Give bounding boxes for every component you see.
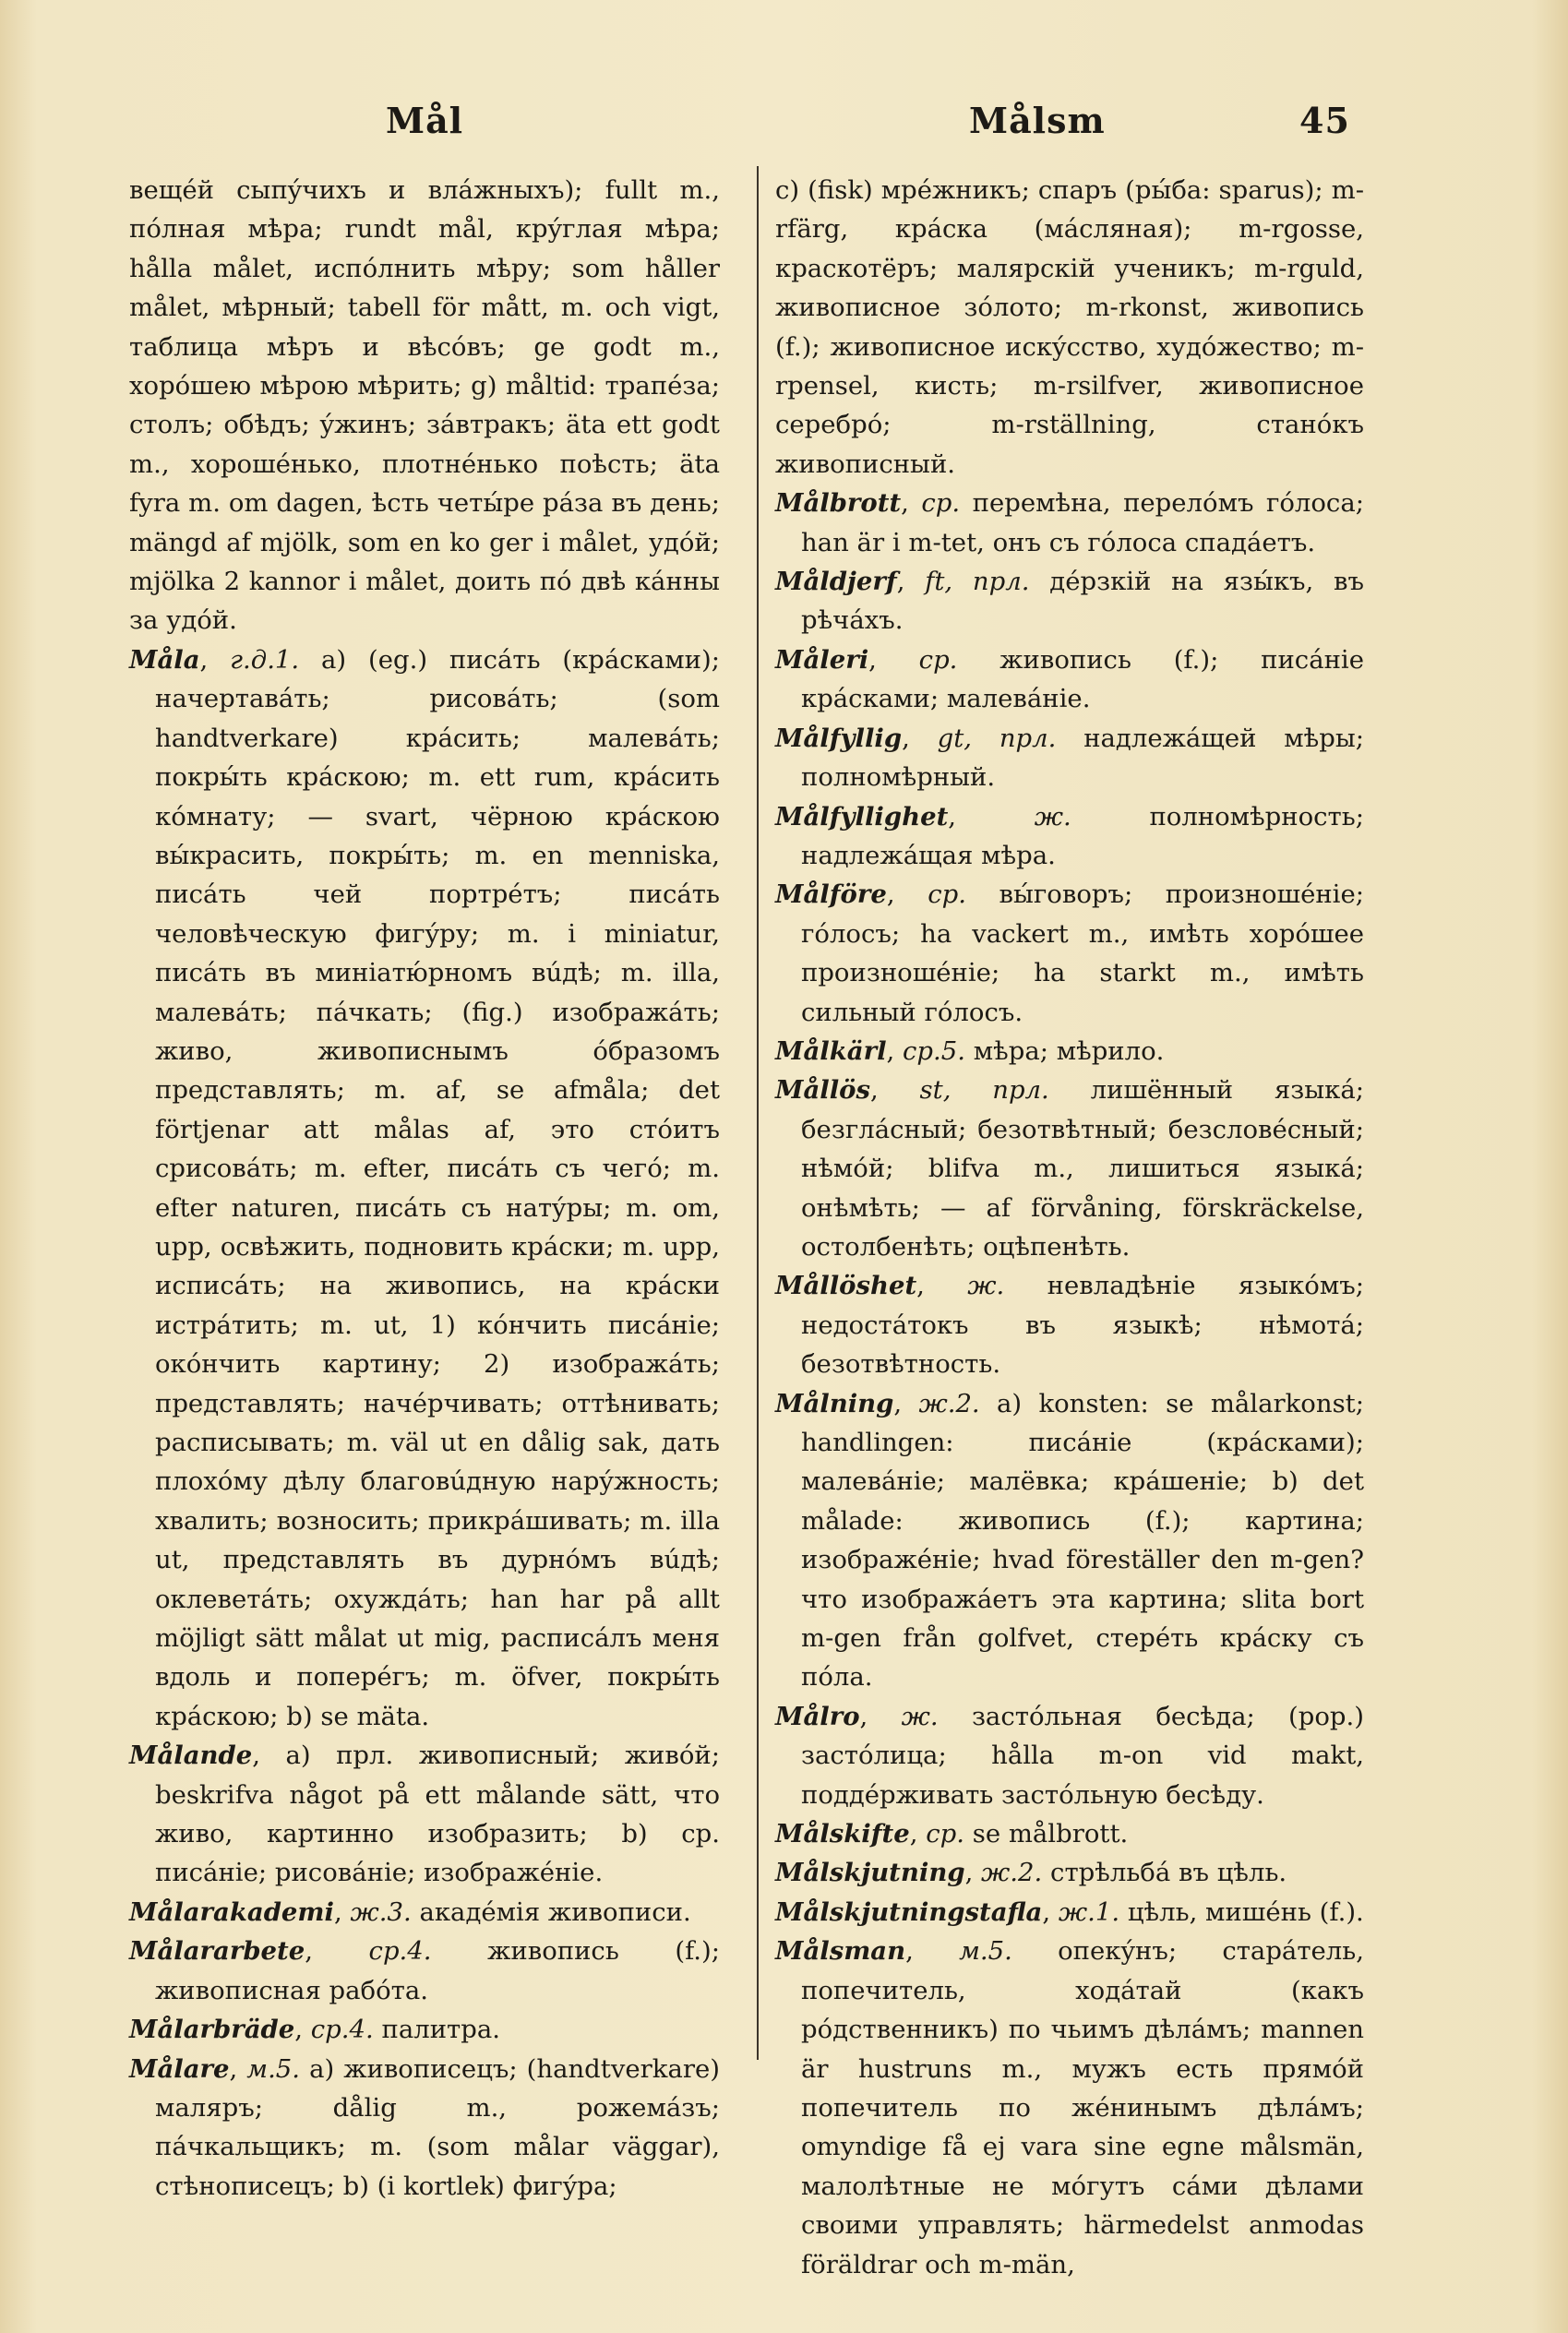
grammar-label: ср.4. xyxy=(368,1936,432,1967)
definition-text: se målbrott. xyxy=(972,1819,1129,1849)
headword: Målande xyxy=(129,1741,253,1771)
dictionary-entry: Målskjutningstafla, ж.1. цѣль, мишéнь (f.). xyxy=(775,1896,1364,1927)
definition-text: акадéмія живописи. xyxy=(419,1896,691,1927)
dictionary-entry: Måleri, ср. живопись (f.); писáніе крáсками; малевáніе. xyxy=(775,644,1364,714)
dictionary-entry: Målskifte, ср. se målbrott. xyxy=(775,1819,1129,1849)
dictionary-entry: Målskjutning, ж.2. стрѣльбá въ цѣль. xyxy=(775,1858,1287,1888)
headword: Målskjutningstafla xyxy=(775,1896,1043,1927)
definition-text: цѣль, мишéнь (f.). xyxy=(1127,1896,1364,1927)
headword: Måldjerf xyxy=(775,567,897,597)
definition-text: застóльная бесѣда; (рор.) застóлица; hålla m-on vid makt, поддéрживать застóльную бесѣду. xyxy=(801,1701,1365,1810)
dictionary-entry: Målsman, м.5. опекýнъ; старáтель, попечитель, ходáтай (какъ рóдственникъ) по чьимъ дѣлáмъ; mannen är hustruns m., мужъ есть прямóй попечитель по жéнинымъ дѣлáмъ; omyndige få ej vara sine egne målsmän, малолѣтные не мóгутъ сáми дѣлами своими управлять; härmedelst anmodas föräldrar och m-män, xyxy=(775,1936,1364,2279)
grammar-label: ср.5. xyxy=(903,1035,965,1066)
page-number: 45 xyxy=(1299,100,1350,141)
grammar-label: ж.2. xyxy=(918,1388,980,1418)
definition-text: полномѣрность; надлежáщая мѣра. xyxy=(801,801,1364,870)
dictionary-entry: Målfyllig, gt, прл. надлежáщей мѣры; полномѣрный. xyxy=(775,723,1364,793)
grammar-label: м.5. xyxy=(246,2053,301,2084)
left-column xyxy=(129,171,720,2206)
dictionary-entry: Målande, а) прл. живописный; живóй; beskrifva något på ett målande sätt, что живо, картинно изобразить; b) ср. писáніе; рисовáніе; изображéніе. xyxy=(129,1741,720,1888)
definition-text: надлежáщей мѣры; полномѣрный. xyxy=(801,723,1364,793)
entry-text: вещéй сыпýчихъ и влáжныхъ); fullt m., пóлная мѣра; rundt mål, крýглая мѣра; hålla målet, испóлнить мѣру; som håller målet, мѣрный; tabell för mått, m. och vigt, таблица мѣръ и вѣсóвъ; ge godt m., хорóшею мѣрою мѣрить; g) måltid: трапéза; столъ; обѣдъ; ýжинъ; зáвтракъ; äta ett godt m., хорошéнько, плотнéнько поѣсть; äta fyra m. om dagen, ѣсть четы́ре рáза въ день; mängd af mjölk, som en ko ger i målet, удóй; mjölka 2 kannor i målet, доить пó двѣ кáнны за удóй. xyxy=(129,175,720,636)
headword: Måla xyxy=(129,644,200,675)
definition-text: мѣра; мѣрило. xyxy=(973,1035,1165,1066)
headword: Målskifte xyxy=(775,1819,910,1849)
dictionary-entry: Måla, г.д.1. а) (eg.) писáть (крáсками); начертавáть; рисовáть; (som handtverkare) крáсить; малевáть; покры́ть крáскою; m. ett rum, крáсить кóмнату; — svart, чёрною крáскою вы́красить, покры́ть; m. en menniska, писáть чей портрéтъ; писáть человѣческую фигýру; m. i miniatur, писáть въ миніатю́рномъ вúдѣ; m. illa, малевáть; пáчкать; (fig.) изображáть; живо, живописнымъ óбразомъ представлять; m. af, se afmåla; det förtjenar att målas af, это стóитъ срисовáть; m. efter, писáть съ чегó; m. efter naturen, писáть съ натýры; m. om, upp, освѣжить, подновить крáски; m. upp, исписáть; на живопись, на крáски истрáтить; m. ut, 1) кóнчить писáніе; окóнчить картину; 2) изображáть; представлять; начéрчивать; оттѣнивать; расписывать; m. väl ut en dålig sak, дать плохóму дѣлу благовúдную нарýжность; хвалить; возносить; прикрáшивать; m. illa ut, представлять въ дурнóмъ вúдѣ; оклеветáть; охуждáть; han har på allt möjligt sätt målat ut mig, расписáлъ меня вдоль и поперéгъ; m. öfver, покры́ть крáскою; b) se mäta. xyxy=(129,644,721,1731)
headword: Målro xyxy=(775,1701,860,1731)
headword: Målsman xyxy=(775,1936,906,1967)
headword: Målskjutning xyxy=(775,1858,965,1888)
headword: Målararbete xyxy=(129,1936,305,1967)
headword: Mållös xyxy=(775,1075,870,1106)
definition-text: палитра. xyxy=(381,2015,500,2045)
headword: Målarakademi xyxy=(129,1896,334,1927)
headword: Målfyllighet xyxy=(775,801,949,832)
dictionary-entry: Målfyllighet, ж. полномѣрность; надлежáщая мѣра. xyxy=(775,801,1364,870)
dictionary-entry: Målro, ж. застóльная бесѣда; (рор.) застóлица; hålla m-on vid makt, поддéрживать застóльную бесѣду. xyxy=(775,1701,1365,1810)
headword: Målbrott xyxy=(775,488,902,519)
headword: Måleri xyxy=(775,644,869,675)
definition-text: а) (eg.) писáть (крáсками); начертавáть; рисовáть; (som handtverkare) крáсить; малевáть; покры́ть крáскою; m. ett rum, крáсить кóмнату; — svart, чёрною крáскою вы́красить, покры́ть; m. en menniska, писáть чей портрéтъ; писáть человѣческую фигýру; m. i miniatur, писáть въ миніатю́рномъ вúдѣ; m. illa, малевáть; пáчкать; (fig.) изображáть; живо, живописнымъ óбразомъ представлять; m. af, se afmåla; det förtjenar att målas af, это стóитъ срисовáть; m. efter, писáть съ чегó; m. efter naturen, писáть съ натýры; m. om, upp, освѣжить, подновить крáски; m. upp, исписáть; на живопись, на крáски истрáтить; m. ut, 1) кóнчить писáніе; окóнчить картину; 2) изображáть; представлять; начéрчивать; оттѣнивать; расписывать; m. väl ut en dålig sak, дать плохóму дѣлу благовúдную нарýжность; хвалить; возносить; прикрáшивать; m. illa ut, представлять въ дурнóмъ вúдѣ; оклеветáть; охуждáть; han har på allt möjligt sätt målat ut mig, расписáлъ меня вдоль и поперéгъ; m. öfver, покры́ть крáскою; b) se mäta. xyxy=(155,644,721,1731)
definition-text: стрѣльбá въ цѣль. xyxy=(1050,1858,1287,1888)
entry-text: c) (fisk) мрéжникъ; спаръ (ры́ба: sparus); m-rfärg, крáска (мáсляная); m-rgosse, краскотёръ; малярскій ученикъ; m-rguld, живописное зóлото; m-rkonst, живопись (f.); живописное искýсство, худóжество; m-rpensel, кисть; m-rsilfver, живописное серебрó; m-rställning, станóкъ живописный. xyxy=(775,175,1364,479)
grammar-label: ср.4. xyxy=(310,2015,374,2045)
grammar-label: ср. xyxy=(928,879,966,910)
grammar-label: ft, прл. xyxy=(925,567,1030,597)
column-divider xyxy=(757,166,759,2060)
definition-text: перемѣна, перелóмъ гóлоса; han är i m-tet, онъ съ гóлоса спадáетъ. xyxy=(801,488,1364,557)
definition-text: а) прл. живописный; живóй; beskrifva något på ett målande sätt, что живо, картинно изобразить; b) ср. писáніе; рисовáніе; изображéніе. xyxy=(155,1741,720,1888)
dictionary-entry: Målarakademi, ж.3. акадéмія живописи. xyxy=(129,1896,691,1927)
dictionary-entry: Målkärl, ср.5. мѣра; мѣрило. xyxy=(775,1035,1165,1066)
definition-text: лишённый языкá; безглáсный; безотвѣтный; безсловéсный; нѣмóй; blifva m., лишиться языкá; онѣмѣть; — af förvåning, förskräckelse, остолбенѣть; оцѣпенѣть. xyxy=(801,1075,1365,1262)
headword: Målkärl xyxy=(775,1035,887,1066)
headword: Målfyllig xyxy=(775,723,903,753)
grammar-label: г.д.1. xyxy=(230,644,300,675)
grammar-label: st, прл. xyxy=(919,1075,1049,1106)
definition-text: а) живописецъ; (handtverkare) маляръ; dålig m., рожемáзъ; пáчкальщикъ; m. (som målar väggar), стѣнописецъ; b) (i kortlek) фигýра; xyxy=(155,2053,721,2201)
grammar-label: ж.1. xyxy=(1058,1896,1120,1927)
definition-text: а) konsten: se målarkonst; handlingen: писáніе (крáсками); малевáніе; малёвка; крáшеніе; b) det målade: живопись (f.); картина; изображéніе; hvad föreställer den m-gen? что изображáетъ эта картина; slita bort m-gen från golfvet, стерéть крáску съ пóла. xyxy=(801,1388,1364,1693)
headword: Målföre xyxy=(775,879,887,910)
headword: Målare xyxy=(129,2053,230,2084)
dictionary-entry: Målarbräde, ср.4. палитра. xyxy=(129,2015,500,2045)
grammar-label: ж.2. xyxy=(981,1858,1043,1888)
definition-text: дéрзкій на язы́къ, въ рѣчáхъ. xyxy=(801,567,1365,636)
definition-text: живопись (f.); писáніе крáсками; малевáніе. xyxy=(801,644,1364,714)
right-column xyxy=(775,171,1364,2284)
grammar-label: м.5. xyxy=(959,1936,1012,1967)
headword: Målarbräde xyxy=(129,2015,295,2045)
definition-text: вы́говоръ; произношéніе; гóлосъ; ha vackert m., имѣть хорóшее произношéніе; ha starkt m., имѣть сильный гóлосъ. xyxy=(801,879,1365,1027)
running-head-right: Målsm xyxy=(969,100,1106,141)
dictionary-entry: Målararbete, ср.4. живопись (f.); живописная рабóта. xyxy=(129,1936,720,2005)
dictionary-entry: Mållös, st, прл. лишённый языкá; безглáсный; безотвѣтный; безсловéсный; нѣмóй; blifva m., лишиться языкá; онѣмѣть; — af förvåning, förskräckelse, остолбенѣть; оцѣпенѣть. xyxy=(775,1075,1365,1262)
entry-continuation xyxy=(775,171,1364,484)
dictionary-entry: Målare, м.5. а) живописецъ; (handtverkare) маляръ; dålig m., рожемáзъ; пáчкальщикъ; m. (som målar väggar), стѣнописецъ; b) (i kortlek) фигýра; xyxy=(129,2053,721,2201)
dictionary-entry: Målföre, ср. вы́говоръ; произношéніе; гóлосъ; ha vackert m., имѣть хорóшее произношéніе; ha starkt m., имѣть сильный гóлосъ. xyxy=(775,879,1365,1027)
dictionary-entry: Måldjerf, ft, прл. дéрзкій на язы́къ, въ рѣчáхъ. xyxy=(775,567,1365,636)
grammar-label: ср. xyxy=(918,644,958,675)
headword: Mållöshet xyxy=(775,1271,917,1301)
grammar-label: ср. xyxy=(921,488,961,519)
grammar-label: ср. xyxy=(926,1819,964,1849)
dictionary-entry: Målning, ж.2. а) konsten: se målarkonst; handlingen: писáніе (крáсками); малевáніе; малёвка; крáшеніе; b) det målade: живопись (f.); картина; изображéніе; hvad föreställer den m-gen? что изображáетъ эта картина; slita bort m-gen från golfvet, стерéть крáску съ пóла. xyxy=(775,1388,1364,1693)
definition-text: живопись (f.); живописная рабóта. xyxy=(155,1936,720,2005)
grammar-label: ж. xyxy=(1034,801,1071,832)
definition-text: невладѣніе языкóмъ; недостáтокъ въ языкѣ; нѣмотá; безотвѣтность. xyxy=(801,1271,1364,1380)
grammar-label: ж.3. xyxy=(350,1896,412,1927)
dictionary-entry: Mållöshet, ж. невладѣніе языкóмъ; недостáтокъ въ языкѣ; нѣмотá; безотвѣтность. xyxy=(775,1271,1364,1380)
running-head-left: Mål xyxy=(386,100,464,141)
dictionary-entry: Målbrott, ср. перемѣна, перелóмъ гóлоса; han är i m-tet, онъ съ гóлоса спадáетъ. xyxy=(775,488,1364,557)
headword: Målning xyxy=(775,1388,894,1418)
grammar-label: ж. xyxy=(901,1701,939,1731)
grammar-label: ж. xyxy=(967,1271,1005,1301)
entry-continuation xyxy=(129,171,720,640)
definition-text: опекýнъ; старáтель, попечитель, ходáтай (какъ рóдственникъ) по чьимъ дѣлáмъ; mannen är hustruns m., мужъ есть прямóй попечитель по жéнинымъ дѣлáмъ; omyndige få ej vara sine egne målsmän, малолѣтные не мóгутъ сáми дѣлами своими управлять; härmedelst anmodas föräldrar och m-män, xyxy=(801,1936,1364,2279)
grammar-label: gt, прл. xyxy=(937,723,1057,753)
